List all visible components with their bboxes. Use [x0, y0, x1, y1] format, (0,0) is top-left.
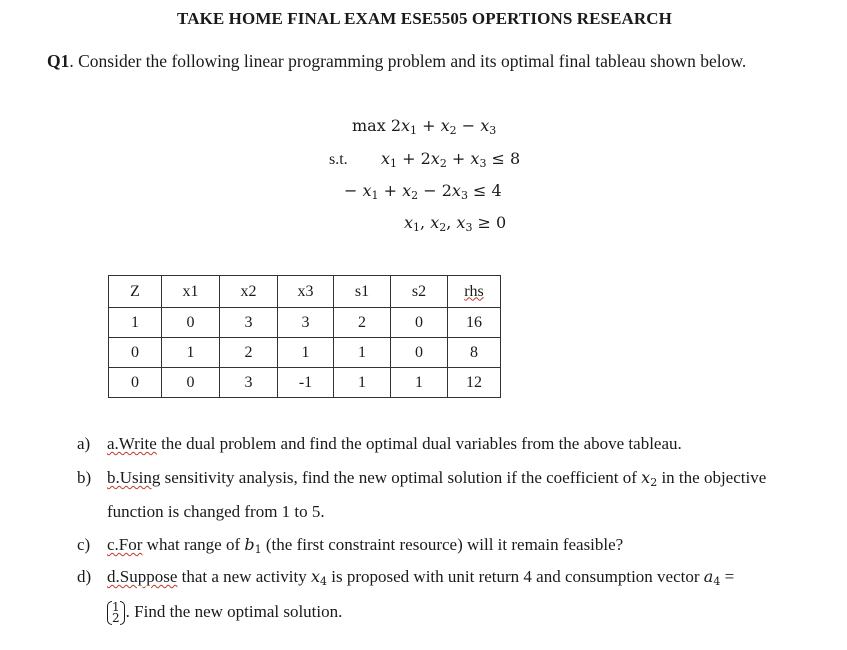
lp-constraint-2: − $x_1 + x_2 - 2x_3 \le 4$ — [344, 181, 502, 202]
part-a — [77, 434, 682, 454]
tableau-cell: 12 — [448, 368, 501, 398]
lp-objective: $\max 2x_1 + x_2 - x_3$ — [352, 116, 497, 137]
tableau-header-cell: s1 — [334, 276, 391, 308]
part-b-line-2-text: function is changed from 1 to 5. — [107, 502, 325, 521]
tableau-cell: 0 — [391, 338, 448, 368]
part-b-label: b) — [77, 468, 92, 487]
part-c-variable: $b_1$ — [244, 535, 262, 556]
tableau-cell: 0 — [109, 368, 162, 398]
tableau-cell: 0 — [391, 308, 448, 338]
part-d-text-1: that a new activity — [177, 567, 311, 586]
tableau-cell: 1 — [162, 338, 220, 368]
part-a-text: the dual problem and find the optimal dual variables from the above tableau. — [156, 434, 682, 453]
part-a-prefix: a.Write — [107, 434, 157, 453]
tableau-cell: 3 — [220, 368, 278, 398]
tableau-header-cell: x1 — [162, 276, 220, 308]
vector-entry: 1 — [112, 600, 120, 615]
part-c-text-1: what range of — [142, 535, 245, 554]
part-b-variable: $x_2$ — [641, 468, 658, 489]
tableau-cell: 8 — [448, 338, 501, 368]
part-b-text-2: in the objective — [657, 468, 767, 487]
tableau-cell: -1 — [278, 368, 334, 398]
exam-title: TAKE HOME FINAL EXAM ESE5505 OPERTIONS RESEARCH — [177, 9, 672, 28]
part-c-text-2: (the first constraint resource) will it remain feasible? — [261, 535, 624, 554]
part-b-line-2 — [77, 502, 325, 522]
part-d-variable-a4: $a_4$ — [703, 567, 721, 588]
tableau-header-cell: x2 — [220, 276, 278, 308]
tableau-cell: 3 — [220, 308, 278, 338]
tableau-cell: 0 — [162, 368, 220, 398]
part-c — [77, 535, 623, 555]
vector-entry: 2 — [112, 611, 120, 626]
tableau-header-cell — [448, 276, 501, 308]
tableau-header-cell: x3 — [278, 276, 334, 308]
tableau-cell: 3 — [278, 308, 334, 338]
lp-objective-prefix: max — [352, 116, 386, 135]
tableau-cell: 1 — [334, 368, 391, 398]
part-b-text-1: sensitivity analysis, find the new optimal solution if the coefficient of — [160, 468, 642, 487]
final-tableau — [108, 275, 501, 398]
part-c-prefix: c.For — [107, 535, 143, 554]
part-d-text-2: is proposed with unit return 4 and consumption vector — [327, 567, 704, 586]
question-intro-text: . Consider the following linear programming problem and its optimal final tableau shown below. — [69, 51, 747, 71]
question-intro — [47, 51, 746, 72]
part-d-prefix: d.Suppose — [107, 567, 178, 586]
lp-nonnegativity: $x_1$, $x_2$, $x_3 \ge 0$ — [404, 213, 507, 234]
lp-constraint-1: $x_1 + 2x_2 + x_3 \le 8$ — [381, 149, 521, 170]
tableau-header-cell: s2 — [391, 276, 448, 308]
lp-st-label: s.t. — [329, 151, 348, 168]
tableau-row — [109, 308, 501, 338]
tableau-row — [109, 368, 501, 398]
lp-constraint-1-rhs: 8 — [510, 149, 521, 168]
part-a-label: a) — [77, 434, 91, 453]
part-d-variable-x4: $x_4$ — [310, 567, 327, 588]
question-number: Q1 — [47, 51, 70, 71]
part-d — [77, 567, 734, 587]
part-c-label: c) — [77, 535, 91, 554]
tableau-cell: 1 — [391, 368, 448, 398]
tableau-header-row — [109, 276, 501, 308]
tableau-header-rhs: rhs — [464, 282, 484, 300]
tableau-cell: 1 — [109, 308, 162, 338]
part-d-line-2 — [107, 602, 342, 624]
tableau-row — [109, 338, 501, 368]
lp-constraint-2-rhs: 4 — [491, 181, 502, 200]
tableau-cell: 2 — [220, 338, 278, 368]
consumption-vector — [107, 602, 125, 624]
tableau-cell: 0 — [109, 338, 162, 368]
part-d-label: d) — [77, 567, 92, 586]
part-b-prefix: b.Using — [107, 468, 161, 487]
tableau-cell: 2 — [334, 308, 391, 338]
tableau-cell: 1 — [278, 338, 334, 368]
part-d-line-2-text: . Find the new optimal solution. — [125, 602, 343, 621]
part-b — [77, 468, 766, 488]
tableau-cell: 16 — [448, 308, 501, 338]
lp-nonneg-rhs: 0 — [496, 213, 507, 232]
tableau-cell: 1 — [334, 338, 391, 368]
tableau-header-cell: Z — [109, 276, 162, 308]
part-d-text-3: = — [720, 567, 735, 586]
tableau-cell: 0 — [162, 308, 220, 338]
